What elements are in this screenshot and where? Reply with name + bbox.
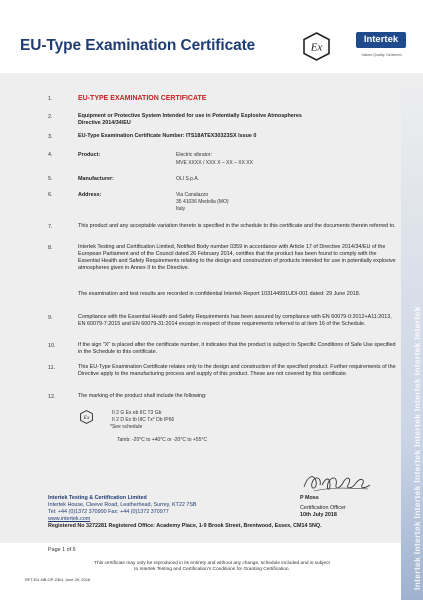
paragraph-8-report: The examination and test results are recorded in confidential Intertek Report 103144991UDI-001 dated: 29 June 2018. [78,291,361,297]
item-number: 6. [48,192,53,198]
signer-name: P Moss [300,495,319,501]
marking-ambient: Tamb: -20°C to +40°C or -20°C to +55°C [117,437,207,443]
footer-company: Intertek Testing & Certification Limited [48,495,147,501]
intertek-tagline: Valued Quality. Delivered. [361,53,403,57]
item-number: 2. [48,114,53,120]
paragraph-7: This product and any acceptable variation thereto is specified in the schedule to this certificate and the documents therein referred to. [78,223,396,229]
paragraph-9: Compliance with the Essential Health and Safety Requirements has been assured by compliance with EN 60079-0:2012+A11:2013, EN 60079-7:2015 and EN 60079-31:2014 except in respect of those requirements referred to at item 16 of the Schedule. [78,314,392,327]
paragraph-11: This EU-Type Examination Certificate relates only to the design and construction of the specified product. Further requirements of the Directive apply to the manufacturing process and supply of this product. These are not covered by this certificate. [78,364,396,377]
side-watermark: Intertek Intertek Intertek Intertek Intertek Intertek Intertek Intertek [412,306,422,590]
signature-image [300,471,372,495]
ex-marking-icon [80,410,93,424]
item-number: 5. [48,176,53,182]
footer-website-link[interactable]: www.intertek.com [48,516,91,522]
intertek-logo: Intertek [356,32,406,48]
address-line: Italy [176,206,186,212]
page-number: Page 1 of 6 [48,547,76,553]
footer-address: Intertek House, Cleeve Road, Leatherhead, Surrey, KT22 7SB [48,502,197,508]
manufacturer-value: OLI S.p.A. [176,176,200,182]
ex-hexagon-icon [303,32,330,61]
manufacturer-label: Manufacturer: [78,176,114,182]
certificate-number: EU-Type Examination Certificate Number: ITS18ATEX30323SX Issue 0 [78,133,257,139]
item-number: 9. [48,315,53,321]
item-number: 10. [48,343,56,349]
product-model: MVE XXXX / XXX X – XX – XX XX [176,160,253,166]
item-number: 7. [48,224,53,230]
paragraph-8: Intertek Testing and Certification Limited, Notified Body number 0359 in accordance with Article 17 of Directive 2014/34/EU of the European Parliament and of the Council dated 26 February 2014, certifies that the product has been found to comply with the Essential Health and Safety Requirements relating to the design and construction of products intended for use in potentially explosive atmospheres given in Annex II to the Directive. [78,244,396,271]
product-label: Product: [78,152,101,158]
address-label: Address: [78,192,102,198]
address-line: Via Canalazzo [176,192,209,198]
marking-note: *See schedule [110,424,143,430]
paragraph-12: The marking of the product shall include the following: [78,393,207,399]
ex-marking-text: Ex [83,415,90,421]
product-value: Electric vibrator: [176,152,212,158]
disclaimer-line: to Intertek Testing and Certification's Conditions for Granting Certification. [134,567,290,572]
disclaimer-line: This certificate may only be reproduced in its entirety and without any change, schedule included and is subject [94,561,330,566]
item-number: 4. [48,152,53,158]
item-number: 3. [48,134,53,140]
marking-gas: II 2 G Ex eb IIC T3 Gb [112,410,162,416]
ex-symbol-text: Ex [310,41,323,54]
marking-dust: II 2 D Ex tb IIIC Tx° Db IP66 [112,417,175,423]
paragraph-10: If the sign "X" is placed after the certificate number, it indicates that the product is subject to Specific Conditions of Safe Use specified in the Schedule to this certificate. [78,342,396,355]
item-number: 1. [48,96,53,102]
item-number: 11. [48,365,56,371]
certificate-heading: EU-TYPE EXAMINATION CERTIFICATE [78,95,207,102]
form-code: RFT-EU-NB-OP-23b1 June 29, 2016 [25,577,91,582]
item-number: 12. [48,394,56,400]
equipment-statement: Equipment or Protective System Intended for use in Potentially Explosive Atmospheres Directive 2014/34/EU [78,113,302,126]
footer-tel: Tel: +44 (0)1372 370900 Fax: +44 (0)1372 370977 [48,509,169,515]
sign-date: 10th July 2018 [300,512,337,518]
item-number: 8. [48,245,53,251]
address-line: 35 41036 Medolla (MO) [176,199,229,205]
page-title: EU-Type Examination Certificate [20,37,256,54]
signer-title: Certification Officer [300,505,346,511]
footer-registration: Registered No 3272281 Registered Office: Academy Place, 1-9 Brook Street, Brentwood, Essex, CM14 5NQ. [48,523,322,529]
